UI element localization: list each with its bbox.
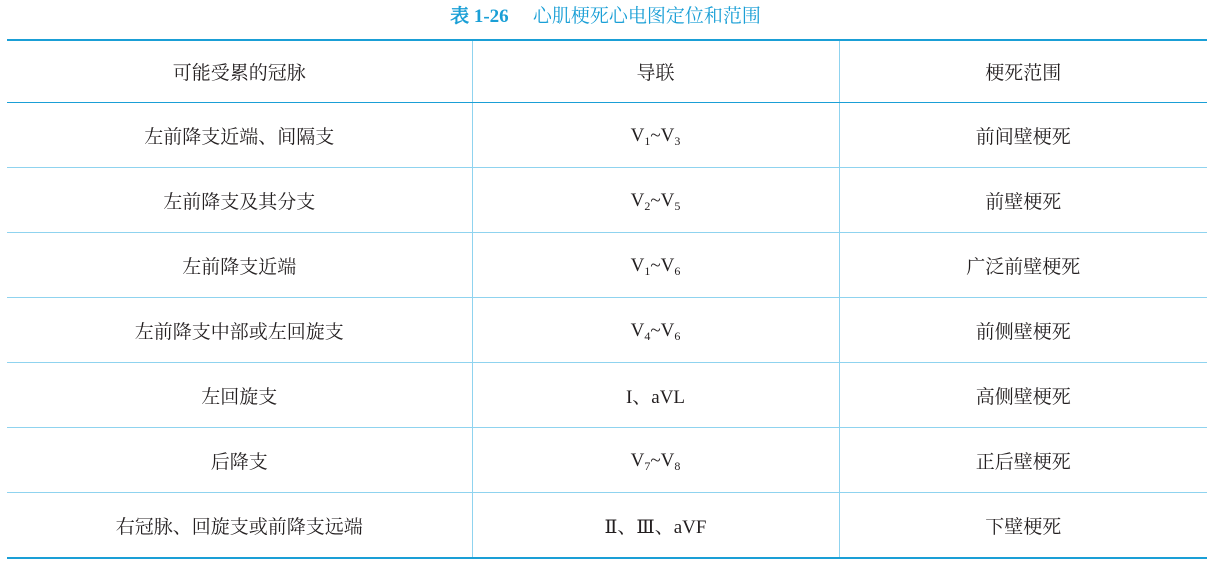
leads-cell: $V_7\sim V_8$ (472, 428, 839, 493)
leads-cell: Ⅱ、Ⅲ、aVF (472, 493, 839, 559)
table-row (7, 233, 1207, 298)
table-row (7, 298, 1207, 363)
extent-cell: 前侧壁梗死 (839, 298, 1207, 363)
table-number: 表 1-26 (450, 6, 509, 27)
extent-cell: 前壁梗死 (839, 168, 1207, 233)
table-row (7, 493, 1207, 559)
table-row (7, 168, 1207, 233)
artery-cell: 后降支 (7, 428, 472, 493)
extent-cell: 高侧壁梗死 (839, 363, 1207, 428)
table-caption (0, 0, 1211, 38)
header-extent: 梗死范围 (839, 40, 1207, 103)
extent-cell: 下壁梗死 (839, 493, 1207, 559)
infarct-localization-table (7, 39, 1207, 559)
table-row (7, 428, 1207, 493)
leads-cell: $V_1\sim V_6$ (472, 233, 839, 298)
leads-cell: $V_4\sim V_6$ (472, 298, 839, 363)
artery-cell: 左前降支近端、间隔支 (7, 103, 472, 168)
extent-cell: 广泛前壁梗死 (839, 233, 1207, 298)
artery-cell: 左回旋支 (7, 363, 472, 428)
extent-cell: 前间壁梗死 (839, 103, 1207, 168)
table-title: 心肌梗死心电图定位和范围 (532, 5, 761, 27)
extent-cell: 正后壁梗死 (839, 428, 1207, 493)
table-row (7, 103, 1207, 168)
artery-cell: 左前降支中部或左回旋支 (7, 298, 472, 363)
artery-cell: 右冠脉、回旋支或前降支远端 (7, 493, 472, 559)
header-artery: 可能受累的冠脉 (7, 40, 472, 103)
leads-cell: $V_1\sim V_3$ (472, 103, 839, 168)
artery-cell: 左前降支及其分支 (7, 168, 472, 233)
header-row (7, 40, 1207, 103)
table-row (7, 363, 1207, 428)
leads-cell: I、aVL (472, 363, 839, 428)
header-leads: 导联 (472, 40, 839, 103)
leads-cell: $V_2\sim V_5$ (472, 168, 839, 233)
artery-cell: 左前降支近端 (7, 233, 472, 298)
